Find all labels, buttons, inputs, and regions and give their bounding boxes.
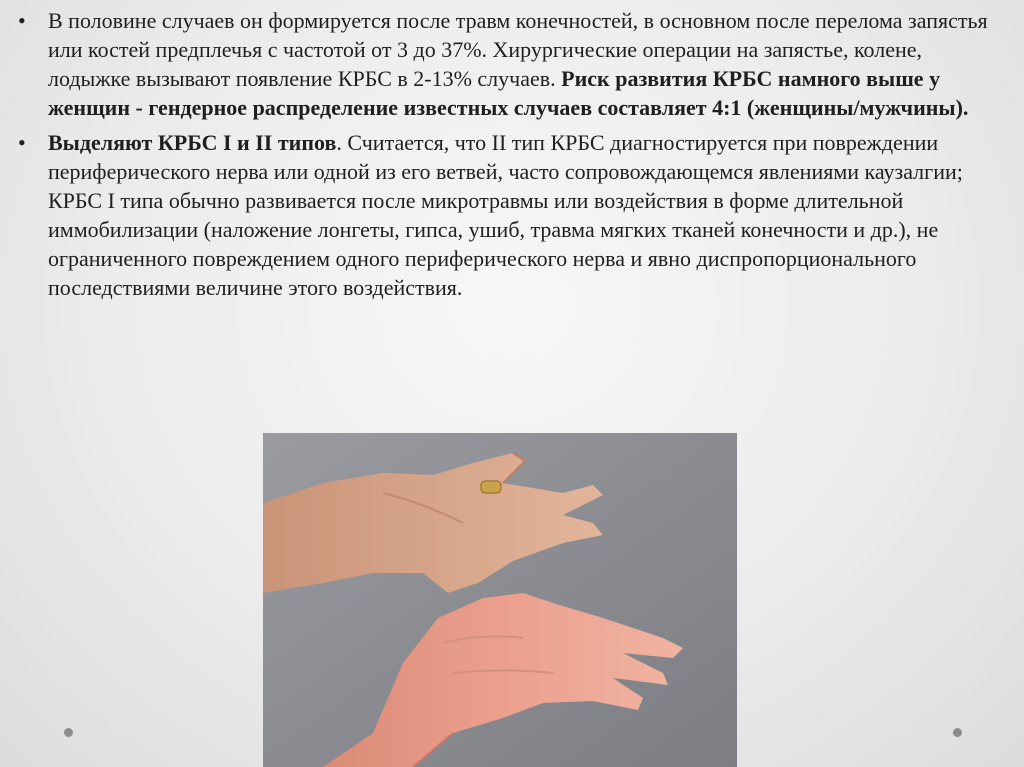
bullet-2-text-normal: . Считается, что II тип КРБС диагностируется при повреждении периферического нерва или одной из его ветвей, часто сопровождающемся явлениями каузалгии; КРБС I типа обычно развивается после микротравмы или воздействия в форме длительной иммобилизации (наложение лонгеты, гипса, ушиб, травма мягких тканей конечности и др.), не ограниченного повреждением одного периферического нерва и явно диспропорционального последствиями величине этого воздействия. (48, 130, 963, 300)
hands-photo (263, 433, 737, 767)
bullet-marker: • (18, 8, 26, 33)
bullet-2-text-bold: Выделяют КРБС I и II типов (48, 130, 337, 155)
bullet-1-text-normal: В половине случаев он формируется после травм конечностей, в основном после перелома запястья или костей предплечья с частотой от 3 до 37%. Хирургические операции на запястье, колене, лодыжке вызывают появление КРБС в 2-13% случаев. (48, 8, 988, 91)
bullet-marker: • (18, 130, 26, 155)
bullet-item-2 (14, 128, 1004, 302)
slide-dot-left (64, 728, 73, 737)
slide-dot-right (953, 728, 962, 737)
photo-hands-comparison-icon (263, 433, 737, 767)
bullet-1-text-bold: Риск развития КРБС намного выше у женщин - гендерное распределение известных случаев составляет 4:1 (женщины/мужчины). (48, 66, 969, 120)
slide-text (14, 6, 1004, 308)
bullet-item-1 (14, 6, 1004, 122)
